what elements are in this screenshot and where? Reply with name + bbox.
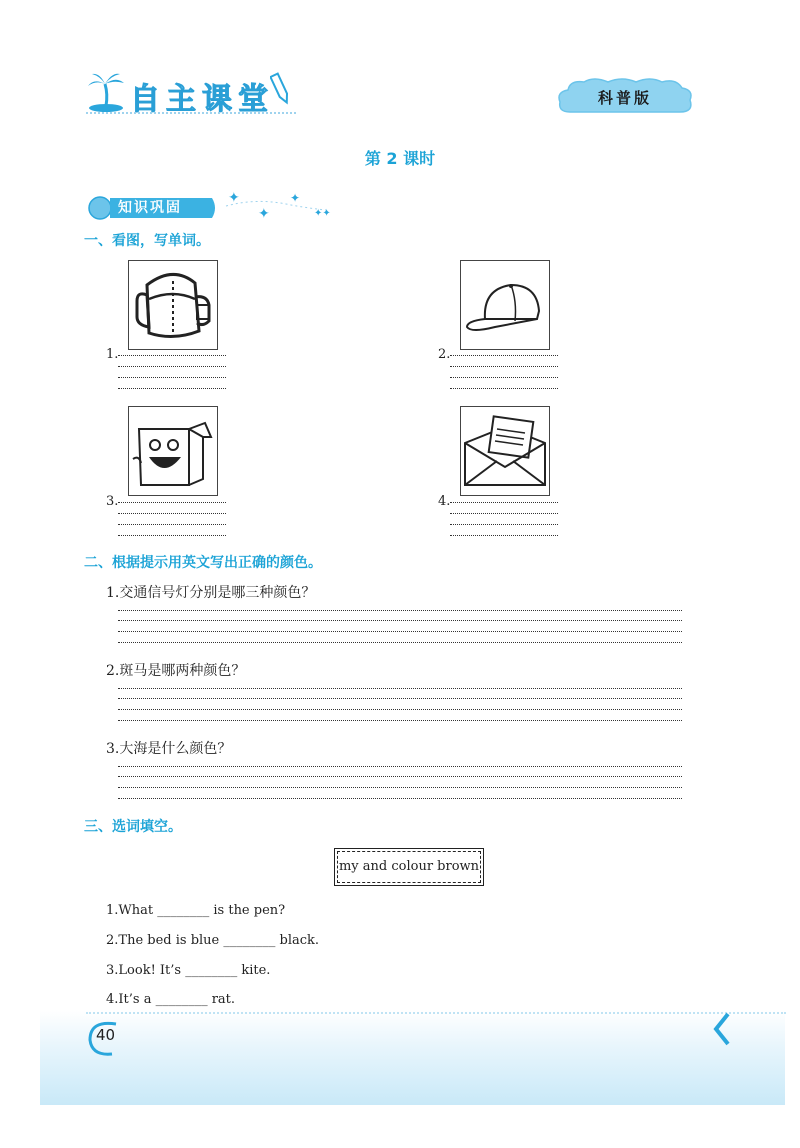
brand-title: 自主课堂: [130, 82, 274, 117]
picture-4: [460, 406, 550, 496]
item-number: 2.: [438, 347, 451, 362]
section-3-title: 三、选词填空。: [84, 819, 182, 835]
word-box: my and colour brown: [337, 851, 481, 883]
svg-text:✦: ✦: [228, 190, 240, 206]
answer-line[interactable]: [118, 620, 682, 621]
fill-sentence-4[interactable]: 4.It’s a ________ rat.: [106, 992, 236, 1007]
item-number: 3.: [106, 494, 119, 509]
footer-divider: [86, 1012, 786, 1014]
answer-line[interactable]: [450, 388, 558, 389]
section-1-title: 一、看图，写单词。: [84, 233, 210, 249]
svg-text:✦: ✦: [290, 191, 301, 205]
answer-line[interactable]: [118, 631, 682, 632]
answer-line[interactable]: [118, 355, 226, 356]
answer-line[interactable]: [118, 366, 226, 367]
answer-line[interactable]: [118, 688, 682, 689]
answer-line[interactable]: [118, 698, 682, 699]
answer-line[interactable]: [118, 502, 226, 503]
cap-icon: [461, 261, 549, 349]
item-number: 4.: [438, 494, 451, 509]
answer-line[interactable]: [450, 535, 558, 536]
answer-line[interactable]: [450, 524, 558, 525]
item-number: 1.: [106, 347, 119, 362]
picture-3: [128, 406, 218, 496]
pencil-icon: [270, 72, 296, 110]
picture-1: [128, 260, 218, 350]
answer-line[interactable]: [118, 787, 682, 788]
section-2-title: 二、根据提示用英文写出正确的颜色。: [84, 555, 322, 571]
palm-tree-icon: [86, 70, 130, 114]
answer-line[interactable]: [118, 610, 682, 611]
answer-line[interactable]: [450, 355, 558, 356]
question-2: 2.斑马是哪两种颜色？: [106, 663, 246, 679]
answer-line[interactable]: [450, 366, 558, 367]
fill-sentence-3[interactable]: 3.Look! It’s ________ kite.: [106, 963, 271, 978]
answer-line[interactable]: [118, 709, 682, 710]
answer-line[interactable]: [118, 377, 226, 378]
envelope-icon: [461, 407, 549, 495]
edition-label: 科普版: [597, 89, 652, 107]
knowledge-badge-label: 知识巩固: [118, 200, 182, 216]
question-3: 3.大海是什么颜色？: [106, 741, 232, 757]
answer-line[interactable]: [450, 502, 558, 503]
answer-line[interactable]: [118, 642, 682, 643]
answer-line[interactable]: [118, 766, 682, 767]
svg-text:✦✦: ✦✦: [314, 208, 331, 219]
backpack-icon: [129, 261, 217, 349]
answer-line[interactable]: [118, 798, 682, 799]
answer-line[interactable]: [118, 720, 682, 721]
box-icon: [129, 407, 217, 495]
answer-line[interactable]: [118, 524, 226, 525]
chevron-left-icon[interactable]: [712, 1012, 732, 1046]
lesson-title: 第 2 课时: [364, 149, 436, 168]
page-number: 40: [96, 1026, 116, 1044]
answer-line[interactable]: [450, 513, 558, 514]
header-divider: [86, 112, 296, 114]
svg-text:✦: ✦: [258, 206, 270, 222]
fill-sentence-2[interactable]: 2.The bed is blue ________ black.: [106, 933, 320, 948]
footer-band: [40, 1010, 785, 1105]
answer-line[interactable]: [118, 513, 226, 514]
fill-sentence-1[interactable]: 1.What ________ is the pen?: [106, 903, 286, 918]
answer-line[interactable]: [118, 776, 682, 777]
answer-line[interactable]: [118, 535, 226, 536]
question-1: 1.交通信号灯分别是哪三种颜色？: [106, 585, 316, 601]
answer-line[interactable]: [118, 388, 226, 389]
answer-line[interactable]: [450, 377, 558, 378]
picture-2: [460, 260, 550, 350]
